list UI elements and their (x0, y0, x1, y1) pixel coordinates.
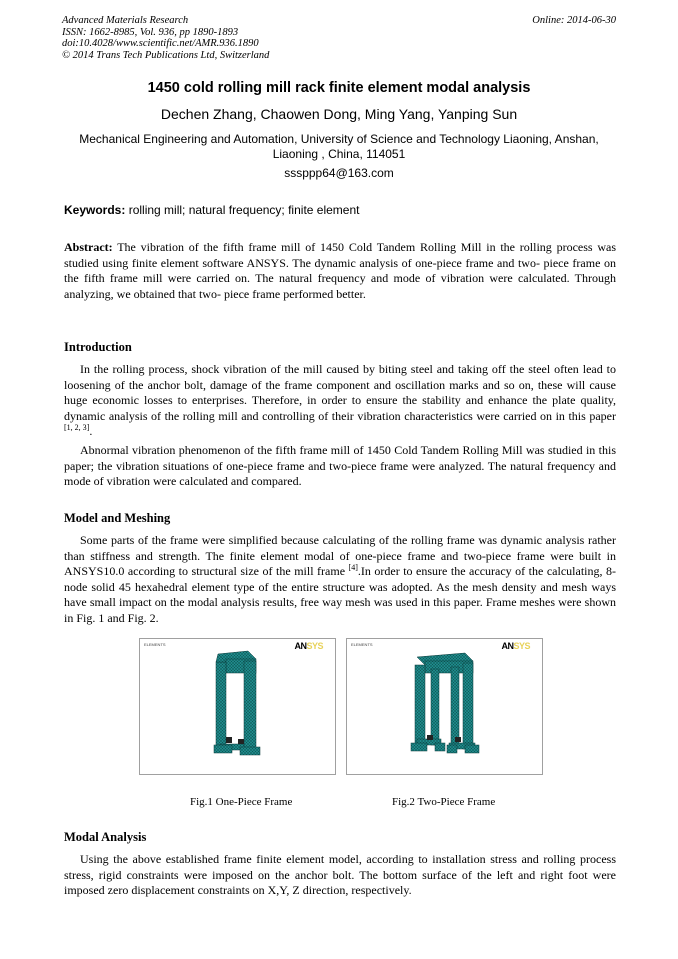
intro-p1-text: In the rolling process, shock vibration of the mill caused by biting steel and taking off the steel often lead to loosening of the anchor bolt, damage of the frame component and oscillation marks and so on, these will cause huge economic losses to enterprises. Therefore, in order to ensure the stability and enhance the plate quality, dynamic analysis of the rolling mill and controlling of their vibration characteristics were carried on in this paper (64, 362, 616, 423)
abstract-text: The vibration of the fifth frame mill of 1450 Cold Tandem Rolling Mill in the rolling process was studied using finite element software ANSYS. The dynamic analysis of one-piece frame and two- piece frame on the fifth frame mill were carried on. The natural frequency and mode of vibration were calculated. Through analyzing, we obtained that two- piece frame performed better. (64, 240, 616, 301)
intro-paragraph-2: Abnormal vibration phenomenon of the fifth frame mill of 1450 Cold Tandem Rolling Mill was studied in this paper; the vibration situations of one-piece frame and two-piece frame were analyzed. The natural frequency and mode of vibration were calculated and compared. (64, 443, 616, 489)
ansys-logo: ANSYS (294, 641, 323, 651)
two-piece-frame-mesh (347, 639, 542, 774)
affiliation: Mechanical Engineering and Automation, University of Science and Technology Liaoning, Anshan, Liaoning , China, 114051 (79, 132, 599, 161)
figure-elements-label: ELEMENTS (144, 642, 166, 647)
model-p1-citation[interactable]: [4] (348, 563, 358, 573)
section-heading-introduction: Introduction (64, 340, 132, 354)
abstract (64, 240, 616, 302)
figure-two-piece-frame (346, 638, 543, 775)
paper-title: 1450 cold rolling mill rack finite element modal analysis (147, 80, 531, 96)
ansys-logo: ANSYS (501, 641, 530, 651)
issn-line: ISSN: 1662-8985, Vol. 936, pp 1890-1893 (62, 26, 239, 38)
authors: Dechen Zhang, Chaowen Dong, Ming Yang, Yanping Sun (160, 106, 518, 122)
doi-line[interactable]: doi:10.4028/www.scientific.net/AMR.936.1890 (62, 38, 259, 49)
intro-paragraph-1 (64, 362, 616, 440)
figure-elements-label: ELEMENTS (351, 642, 373, 647)
author-email[interactable]: sssppp64@163.com (284, 166, 394, 180)
journal-header (62, 15, 616, 61)
journal-name: Advanced Materials Research (62, 15, 189, 26)
online-date: Online: 2014-06-30 (532, 15, 616, 26)
abstract-label: Abstract: (64, 240, 113, 254)
model-paragraph-1 (64, 533, 616, 627)
keywords (64, 203, 616, 217)
section-heading-modal-analysis: Modal Analysis (64, 830, 147, 844)
figure-1-caption: Fig.1 One-Piece Frame (190, 796, 293, 808)
keywords-label: Keywords: (64, 203, 126, 217)
one-piece-frame-mesh (140, 639, 335, 774)
figure-one-piece-frame (139, 638, 336, 775)
keywords-text: rolling mill; natural frequency; finite element (125, 203, 360, 217)
figure-2-caption: Fig.2 Two-Piece Frame (392, 796, 496, 808)
intro-p1-citation[interactable]: [1, 2, 3] (64, 423, 90, 433)
intro-p1-end: . (89, 424, 93, 439)
section-heading-model: Model and Meshing (64, 511, 171, 525)
copyright-line: © 2014 Trans Tech Publications Ltd, Switzerland (62, 49, 270, 61)
modal-paragraph-1: Using the above established frame finite element model, according to installation stress and rolling process stress, rigid constraints were imposed on the anchor bolt. The bottom surface of the left and right foot were imposed zero displacement constraints on X,Y, Z direction, respectively. (64, 852, 616, 898)
model-p1-text: Some parts of the frame were simplified because calculating of the rolling frame was dynamic analysis rather than stiffness and strength. The finite element modal of one-piece frame and two-piece frame were built in ANSYS10.0 according to structural size of the mill frame (64, 533, 616, 579)
model-p1-end: .In order to ensure the accuracy of the calculating, 8-node solid 45 hexahedral element type of the entire structure was adopted. As the mesh density and mesh ways have small impact on the modal analysis results, free way mesh was used in this paper. Frame meshes were shown in Fig. 1 and Fig. 2. (64, 564, 617, 625)
